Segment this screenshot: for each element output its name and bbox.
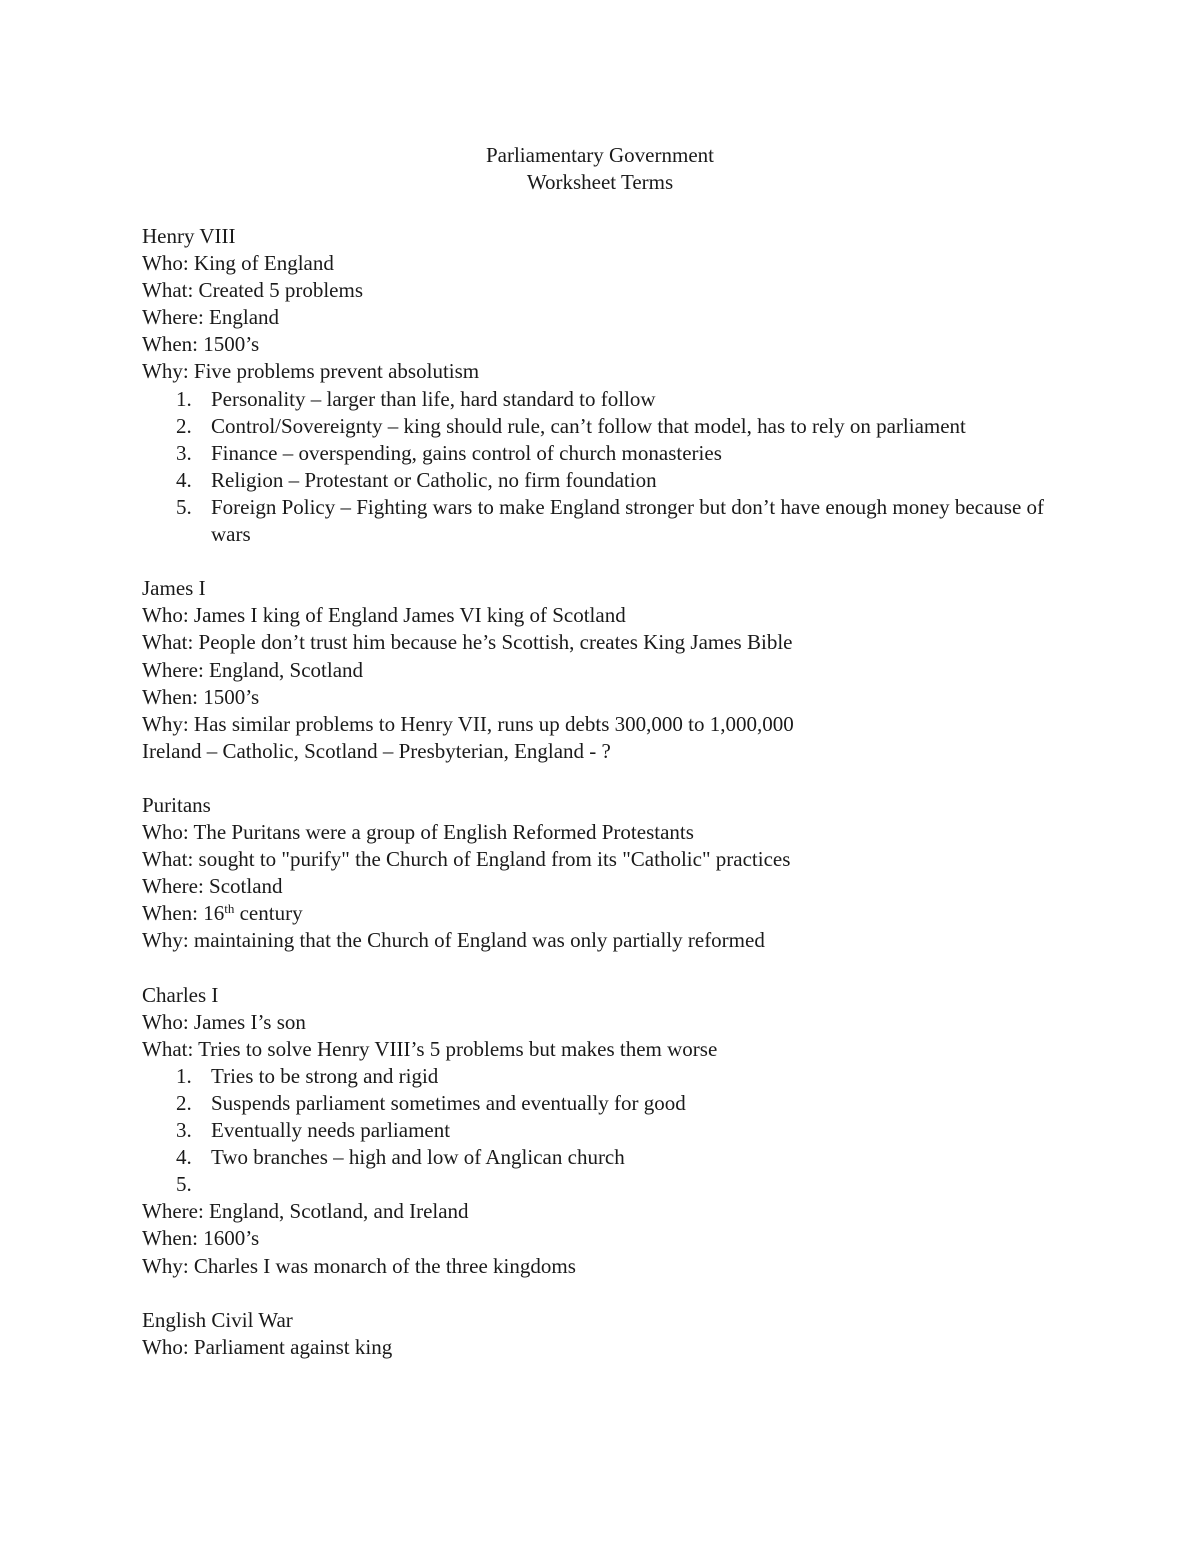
section-heading: Charles I [142,982,219,1007]
when-prefix: When: 16 [142,901,225,926]
when-line: When: 1500’s [142,684,260,709]
document-header [0,142,1200,196]
list-number: 5. [176,494,192,519]
what-line: What: sought to "purify" the Church of England from its "Catholic" practices [142,847,791,872]
who-line: Who: James I’s son [142,1009,306,1034]
religion-line: Ireland – Catholic, Scotland – Presbyterian, England - ? [142,738,611,763]
section-english-civil-war [142,1307,1152,1361]
list-text: Foreign Policy – Fighting wars to make England stronger but don’t have enough money because of wars [211,494,1045,547]
section-puritans [142,792,1152,955]
why-line: Why: Has similar problems to Henry VII, runs up debts 300,000 to 1,000,000 [142,711,794,736]
section-james-i [142,575,1152,765]
list-number: 5. [176,1172,192,1197]
list-item [142,386,1152,413]
list-number: 2. [176,1091,192,1115]
problems-list [142,386,1152,549]
list-item [142,1171,1152,1198]
what-line: What: Created 5 problems [142,278,364,303]
when-suffix: century [234,901,303,926]
list-text: Eventually needs parliament [211,1118,451,1143]
list-item [142,1117,1152,1144]
who-line: Who: The Puritans were a group of English Reformed Protestants [142,820,694,845]
document-title: Parliamentary Government [485,143,714,167]
who-line: Who: King of England [142,251,334,276]
list-number: 3. [176,440,192,465]
list-number: 4. [176,467,192,492]
document-subtitle: Worksheet Terms [526,170,674,194]
list-text: Religion – Protestant or Catholic, no firm foundation [211,467,657,492]
what-line: What: Tries to solve Henry VIII’s 5 problems but makes them worse [142,1036,718,1061]
attempts-list [142,1063,1152,1198]
list-text: Personality – larger than life, hard standard to follow [211,386,656,411]
list-text: Control/Sovereignty – king should rule, can’t follow that model, has to rely on parliament [211,413,966,438]
where-line: Where: England, Scotland, and Ireland [142,1199,469,1224]
section-henry-viii [142,223,1152,548]
why-line: Why: Charles I was monarch of the three kingdoms [142,1253,576,1278]
document-body [142,223,1152,1361]
section-heading: Henry VIII [142,224,236,248]
where-line: Where: Scotland [142,874,283,899]
list-text: Suspends parliament sometimes and eventually for good [211,1091,686,1115]
list-item [142,1144,1152,1171]
list-text: Two branches – high and low of Anglican church [211,1145,625,1170]
when-line: When: 1500’s [142,332,260,357]
list-number: 4. [176,1145,192,1170]
section-charles-i [142,982,1152,1280]
list-number: 3. [176,1118,192,1143]
section-heading: James I [142,576,206,601]
list-item [142,1090,1152,1117]
ordinal-suffix: th [224,901,235,917]
list-number: 1. [176,386,192,411]
why-line: Why: maintaining that the Church of England was only partially reformed [142,928,765,953]
who-line: Who: James I king of England James VI king of Scotland [142,603,626,628]
why-line: Why: Five problems prevent absolutism [142,359,480,384]
list-item [142,467,1152,494]
when-line [142,900,1152,927]
list-number: 2. [176,413,192,438]
what-line: What: People don’t trust him because he’s Scottish, creates King James Bible [142,630,793,655]
list-item [142,413,1152,440]
where-line: Where: England, Scotland [142,657,364,682]
when-line: When: 1600’s [142,1226,260,1251]
list-text: Finance – overspending, gains control of church monasteries [211,440,722,465]
section-heading: English Civil War [142,1307,293,1332]
list-item [142,1063,1152,1090]
list-number: 1. [176,1063,192,1088]
who-line: Who: Parliament against king [142,1334,393,1359]
where-line: Where: England [142,305,280,330]
list-item [142,440,1152,467]
section-heading: Puritans [142,792,211,817]
list-item [142,494,1061,548]
list-text: Tries to be strong and rigid [211,1063,439,1088]
